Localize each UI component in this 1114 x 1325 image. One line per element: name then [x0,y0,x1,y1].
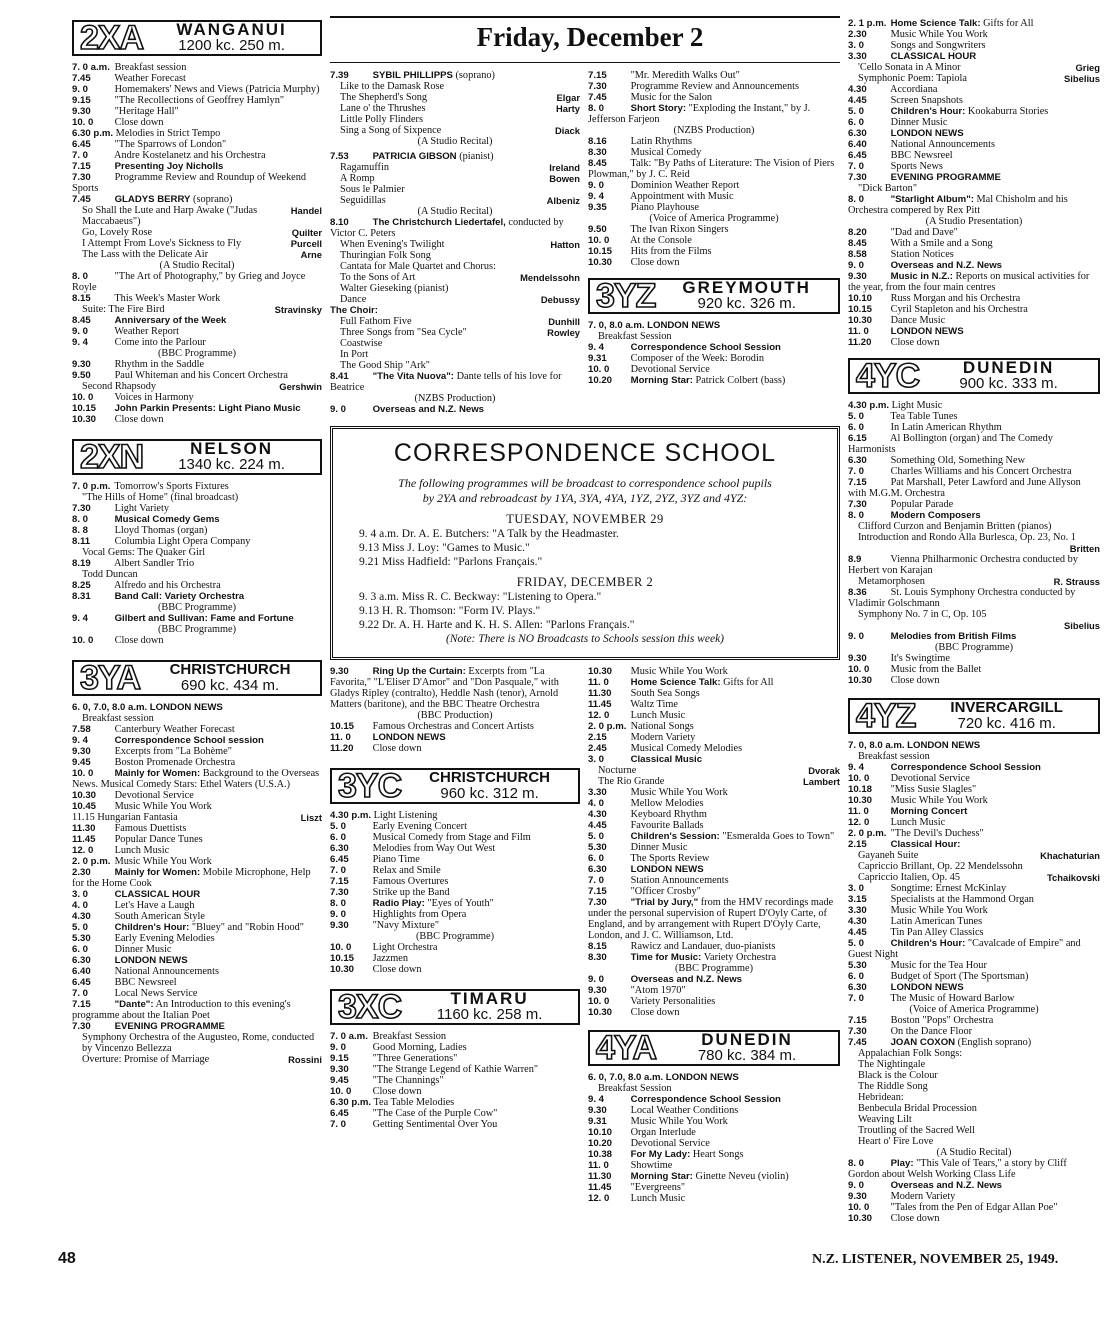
station-frequency: 1340 kc. 224 m. [178,456,285,473]
page-date: Friday, December 2 [476,22,704,52]
callsign: 2XN [80,438,144,476]
station-header-2xn [72,439,322,475]
station-header-3yz [588,278,840,314]
column-3-lower: 10.30 Music While You Work 11. 0 Home Science Talk: Gifts for All 11.30 South Sea Songs 11.45 Waltz Time 12. 0 Lunch Music 2. 0 p.m. National Songs 2.15 Modern Variety 2.45 Musical Comedy Melodies 3. 0 Classical Music Nocturne Dvorak The Rio Grande Lambert 3.30 Music While You Work 4. 0 Mellow Melodies 4.30 Keyboard Rhythm 4.45 Favourite Ballads 5. 0 Children's Session: "Esmeralda Goes to Town" 5.30 Dinner Music 6. 0 The Sports Review 6.30 LONDON NEWS 7. 0 Station Announcements 7.15 "Officer Crosby" 7.30 "Trial by Jury," from the HMV recordings made under the personal supervision of Rupert D'Oyly Carte, of England, and by arrangement with Rupert D'Oyly Carte, London, and J. C. Williamson, Ltd. 8.15 Rawicz and Landauer, duo-pianists 8.30 Time for Music: Variety Orchestra (BBC Programme) 9. 0 Overseas and N.Z. News 9.30 "Atom 1970" 10. 0 Variety Personalities 10.30 Close down 4YA DUNEDIN 780 kc. 384 m. 6. 0, 7.0, 8.0 a.m. LONDON NEWS Breakfast Session 9. 4 Correspondence School Session 9.30 Local Weather Conditions 9.31 Music While You Work 10.10 Organ Interlude 10.20 Devotional Service 10.38 For My Lady: Heart Songs 11. 0 Showtime 11.30 Morning Star: Ginette Neveu (violin) 11.45 "Evergreens" 12. 0 Lunch Music [588,666,840,1204]
callsign: 4YA [596,1029,657,1067]
date-rule [330,62,840,63]
callsign: 3YC [338,767,402,805]
page-number: 48 [58,1250,76,1267]
callsign: 3XC [338,988,402,1026]
schedule-line: 9. 4 a.m. Dr. A. E. Butchers: "A Talk by the Headmaster. [359,528,619,540]
station-name: DUNEDIN [701,1030,793,1049]
station-frequency: 900 kc. 333 m. [959,375,1058,392]
station-header-2xa [72,20,322,56]
column-4: 2. 1 p.m. Home Science Talk: Gifts for All 2.30 Music While You Work 3. 0 Songs and Songwriters 3.30 CLASSICAL HOUR 'Cello Sonata in A Minor Grieg Symphonic Poem: Tapiola Sibelius 4.30 Accordiana 4.45 Screen Snapshots 5. 0 Children's Hour: Kookaburra Stories 6. 0 Dinner Music 6.30 LONDON NEWS 6.40 National Announcements 6.45 BBC Newsreel 7. 0 Sports News 7.30 EVENING PROGRAMME "Dick Barton" 8. 0 "Starlight Album": Mal Chisholm and his Orchestra compered by Rex Pitt (A Studio Presentation) 8.20 "Dad and Dave" 8.45 With a Smile and a Song 8.58 Station Notices 9. 0 Overseas and N.Z. News 9.30 Music in N.Z.: Reports on musical activities for the year, from the four main centres 10.10 Russ Morgan and his Orchestra 10.15 Cyril Stapleton and his Orchestra 10.30 Dance Music 11. 0 LONDON NEWS 11.20 Close down 4YC DUNEDIN 900 kc. 333 m. 4.30 p.m. Light Music 5. 0 Tea Table Tunes 6. 0 In Latin American Rhythm 6.15 Al Bollington (organ) and The Comedy Harmonists 6.30 Something Old, Something New 7. 0 Charles Williams and his Concert Orchestra 7.15 Pat Marshall, Peter Lawford and June Allyson with M.G.M. Orchestra 7.30 Popular Parade 8. 0 Modern Composers Clifford Curzon and Benjamin Britten (pianos) Introduction and Rondo Alla Burlesca, Op. 23, No. 1 Britten 8.9 Vienna Philharmonic Orchestra conducted by Herbert von Karajan Metamorphosen R. Strauss 8.36 St. Louis Symphony Orchestra conducted by Vladimir Golschmann Symphony No. 7 in C, Op. 105 Sibelius 9. 0 Melodies from British Films (BBC Programme) 9.30 It's Swingtime 10. 0 Music from the Ballet 10.30 Close down 4YZ INVERCARGILL 720 kc. 416 m. 7. 0, 8.0 a.m. LONDON NEWS Breakfast session 9. 4 Correspondence School Session 10. 0 Devotional Service 10.18 "Miss Susie Slagles" 10.30 Music While You Work 11. 0 Morning Concert 12. 0 Lunch Music 2. 0 p.m. "The Devil's Duchess" 2.15 Classical Hour: Gayaneh Suite Khachaturian Capriccio Brillant, Op. 22 Mendelssohn Capriccio Italien, Op. 45 Tchaikovski 3. 0 Songtime: Ernest McKinlay 3.15 Specialists at the Hammond Organ 3.30 Music While You Work 4.30 Latin American Tunes 4.45 Tin Pan Alley Classics 5. 0 Children's Hour: "Cavalcade of Empire" and Guest Night 5.30 Music for the Tea Hour 6. 0 Budget of Sport (The Sportsman) 6.30 LONDON NEWS 7. 0 The Music of Howard Barlow (Voice of America Programme) 7.15 Boston "Pops" Orchestra 7.30 On the Dance Floor 7.45 JOAN COXON (English soprano) Appalachian Folk Songs: The Nightingale Black is the Colour The Riddle Song Hebridean: Benbecula Bridal Procession Weaving Lilt Troutling of the Sacred Well Heart o' Fire Love (A Studio Recital) 8. 0 Play: "This Vale of Tears," a story by Cliff Gordon about Welsh Working Class Life 9. 0 Overseas and N.Z. News 9.30 Modern Variety 10. 0 "Tales from the Pen of Edgar Allan Poe" 10.30 Close down [848,18,1100,1224]
station-name: TIMARU [450,989,529,1008]
station-header-4ya [588,1030,840,1066]
station-header-3yc [330,768,580,804]
station-name: INVERCARGILL [950,699,1063,716]
schedule-line: 9.22 Dr. A. H. Harte and K. H. S. Allen: "Parlons Français." [359,619,635,631]
station-frequency: 960 kc. 312 m. [440,785,539,802]
station-frequency: 720 kc. 416 m. [957,715,1056,732]
station-header-4yc [848,358,1100,394]
callsign: 4YC [856,357,920,395]
note-line: (Note: There is NO Broadcasts to Schools session this week) [446,633,724,645]
column-3: 7.15 "Mr. Meredith Walks Out" 7.30 Programme Review and Announcements 7.45 Music for the Salon 8. 0 Short Story: "Exploding the Instant," by J. Jefferson Farjeon (NZBS Production) 8.16 Latin Rhythms 8.30 Musical Comedy 8.45 Talk: "By Paths of Literature: The Vision of Piers Plowman," by J. C. Reid 9. 0 Dominion Weather Report 9. 4 Appointment with Music 9.35 Piano Playhouse (Voice of America Programme) 9.50 The Ivan Rixon Singers 10. 0 At the Console 10.15 Hits from the Films 10.30 Close down 3YZ GREYMOUTH 920 kc. 326 m. 7. 0, 8.0 a.m. LONDON NEWS Breakfast Session 9. 4 Correspondence School Session 9.31 Composer of the Week: Borodin 10. 0 Devotional Service 10.20 Morning Star: Patrick Colbert (bass) [588,70,840,386]
publication-line: N.Z. LISTENER, NOVEMBER 25, 1949. [812,1252,1059,1267]
station-header-3xc [330,989,580,1025]
column-2: 7.39 SYBIL PHILLIPPS (soprano) Like to the Damask Rose The Shepherd's Song Elgar Lane o' the Thrushes Harty Little Polly Flinders Sing a Song of Sixpence Diack (A Studio Recital) 7.53 PATRICIA GIBSON (pianist) Ragamuffin Ireland A Romp Bowen Sous le Palmier Seguidillas Albeniz (A Studio Recital) 8.10 The Christchurch Liedertafel, conducted by Victor C. Peters When Evening's Twilight Hatton Thuringian Folk Song Cantata for Male Quartet and Chorus: To the Sons of Art Mendelssohn Walter Gieseking (pianist) Dance Debussy The Choir: Full Fathom Five Dunhill Three Songs from "Sea Cycle" Rowley Coastwise In Port The Good Ship "Ark" 8.41 "The Vita Nuova": Dante tells of his love for Beatrice (NZBS Production) 9. 0 Overseas and N.Z. News [330,70,580,415]
station-name: GREYMOUTH [682,278,811,297]
station-name: CHRISTCHURCH [429,769,550,786]
station-frequency: 1160 kc. 258 m. [436,1006,543,1023]
day-heading-friday: FRIDAY, DECEMBER 2 [516,575,654,589]
intro-line-1: The following programmes will be broadcast to correspondence school pupils [398,476,772,490]
station-header-4yz [848,698,1100,734]
station-name: CHRISTCHURCH [169,661,291,678]
schedule-line: 9.21 Miss Hadfield: "Parlons Français." [359,556,543,568]
station-frequency: 780 kc. 384 m. [697,1047,797,1064]
callsign: 4YZ [856,697,916,735]
station-frequency: 690 kc. 434 m. [180,677,280,694]
day-heading-tuesday: TUESDAY, NOVEMBER 29 [506,512,664,526]
callsign: 2XA [80,19,144,57]
station-name: DUNEDIN [962,358,1055,377]
station-name: NELSON [190,439,273,458]
top-rule [330,16,840,18]
correspondence-school-box [330,426,840,660]
column-1: 2XA WANGANUI 1200 kc. 250 m. 7. 0 a.m. Breakfast session 7.45 Weather Forecast 9. 0 Homemakers' News and Views (Patricia Murphy) 9.15 "The Recollections of Geoffrey Hamlyn" 9.30 "Heritage Hall" 10. 0 Close down 6.30 p.m. Melodies in Strict Tempo 6.45 "The Sparrows of London" 7. 0 Andre Kostelanetz and his Orchestra 7.15 Presenting Joy Nicholls 7.30 Programme Review and Roundup of Weekend Sports 7.45 GLADYS BERRY (soprano) So Shall the Lute and Harp Awake ("Judas Maccabaeus") Handel Go, Lovely Rose Quilter I Attempt From Love's Sickness to Fly Purcell The Lass with the Delicate Air Arne (A Studio Recital) 8. 0 "The Art of Photography," by Grieg and Joyce Royle 8.15 This Week's Master Work Suite: The Fire Bird Stravinsky 8.45 Anniversary of the Week 9. 0 Weather Report 9. 4 Come into the Parlour (BBC Programme) 9.30 Rhythm in the Saddle 9.50 Paul Whiteman and his Concert Orchestra Second Rhapsody Gershwin 10. 0 Voices in Harmony 10.15 John Parkin Presents: Light Piano Music 10.30 Close down 2XN NELSON 1340 kc. 224 m. 7. 0 p.m. Tomorrow's Sports Fixtures "The Hills of Home" (final broadcast) 7.30 Light Variety 8. 0 Musical Comedy Gems 8. 8 Lloyd Thomas (organ) 8.11 Columbia Light Opera Company Vocal Gems: The Quaker Girl 8.19 Albert Sandler Trio Todd Duncan 8.25 Alfredo and his Orchestra 8.31 Band Call: Variety Orchestra (BBC Programme) 9. 4 Gilbert and Sullivan: Fame and Fortune (BBC Programme) 10. 0 Close down 3YA CHRISTCHURCH 690 kc. 434 m. 6. 0, 7.0, 8.0 a.m. LONDON NEWS Breakfast session 7.58 Canterbury Weather Forecast 9. 4 Correspondence School session 9.30 Excerpts from "La Bohème" 9.45 Boston Promenade Orchestra 10. 0 Mainly for Women: Background to the Overseas News. Musical Comedy Stars: Ethel Waters (U.S.A.) 10.30 Devotional Service 10.45 Music While You Work 11.15 Hungarian Fantasia Liszt 11.30 Famous Duettists 11.45 Popular Dance Tunes 12. 0 Lunch Music 2. 0 p.m. Music While You Work 2.30 Mainly for Women: Mobile Microphone, Help for the Home Cook 3. 0 CLASSICAL HOUR 4. 0 Let's Have a Laugh 4.30 South American Style 5. 0 Children's Hour: "Bluey" and "Robin Hood" 5.30 Early Evening Melodies 6. 0 Dinner Music 6.30 LONDON NEWS 6.40 National Announcements 6.45 BBC Newsreel 7. 0 Local News Service 7.15 "Dante": An Introduction to this evening's programme about the Italian Poet 7.30 EVENING PROGRAMME Symphony Orchestra of the Augusteo, Rome, conducted by Vincenzo Bellezza Overture: Promise of Marriage Rossini [72,19,322,1065]
column-2-lower: 9.30 Ring Up the Curtain: Excerpts from "La Favorita," "L'Eliser D'Amor" and "Don Pasquale," with Gladys Ripley (contralto), Heddle Nash (tenor), Arnold Matters (baritone), and the BBC Theatre Orchestra (BBC Production) 10.15 Famous Orchestras and Concert Artists 11. 0 LONDON NEWS 11.20 Close down 3YC CHRISTCHURCH 960 kc. 312 m. 4.30 p.m. Light Listening 5. 0 Early Evening Concert 6. 0 Musical Comedy from Stage and Film 6.30 Melodies from Way Out West 6.45 Piano Time 7. 0 Relax and Smile 7.15 Famous Overtures 7.30 Strike up the Band 8. 0 Radio Play: "Eyes of Youth" 9. 0 Highlights from Opera 9.30 "Navy Mixture" (BBC Programme) 10. 0 Light Orchestra 10.15 Jazzmen 10.30 Close down 3XC TIMARU 1160 kc. 258 m. 7. 0 a.m. Breakfast Session 9. 0 Good Morning, Ladies 9.15 "Three Generations" 9.30 "The Strange Legend of Kathie Warren" 9.45 "The Channings" 10. 0 Close down 6.30 p.m. Tea Table Melodies 6.45 "The Case of the Purple Cow" 7. 0 Getting Sentimental Over You [330,666,580,1130]
callsign: 3YA [80,659,141,697]
station-frequency: 920 kc. 326 m. [697,295,796,312]
station-name: WANGANUI [176,20,287,39]
intro-line-2: by 2YA and rebroadcast by 1YA, 3YA, 4YA, 1YZ, 2YZ, 3YZ and 4YZ: [422,491,748,505]
station-frequency: 1200 kc. 250 m. [178,37,285,54]
box-title: CORRESPONDENCE SCHOOL [393,439,777,467]
schedule-line: 9.13 Miss J. Loy: "Games to Music." [359,542,530,554]
schedule-line: 9. 3 a.m. Miss R. C. Beckway: "Listening to Opera." [359,591,602,603]
callsign: 3YZ [596,277,656,315]
schedule-line: 9.13 H. R. Thomson: "Form IV. Plays." [359,605,541,617]
station-header-3ya [72,660,322,696]
